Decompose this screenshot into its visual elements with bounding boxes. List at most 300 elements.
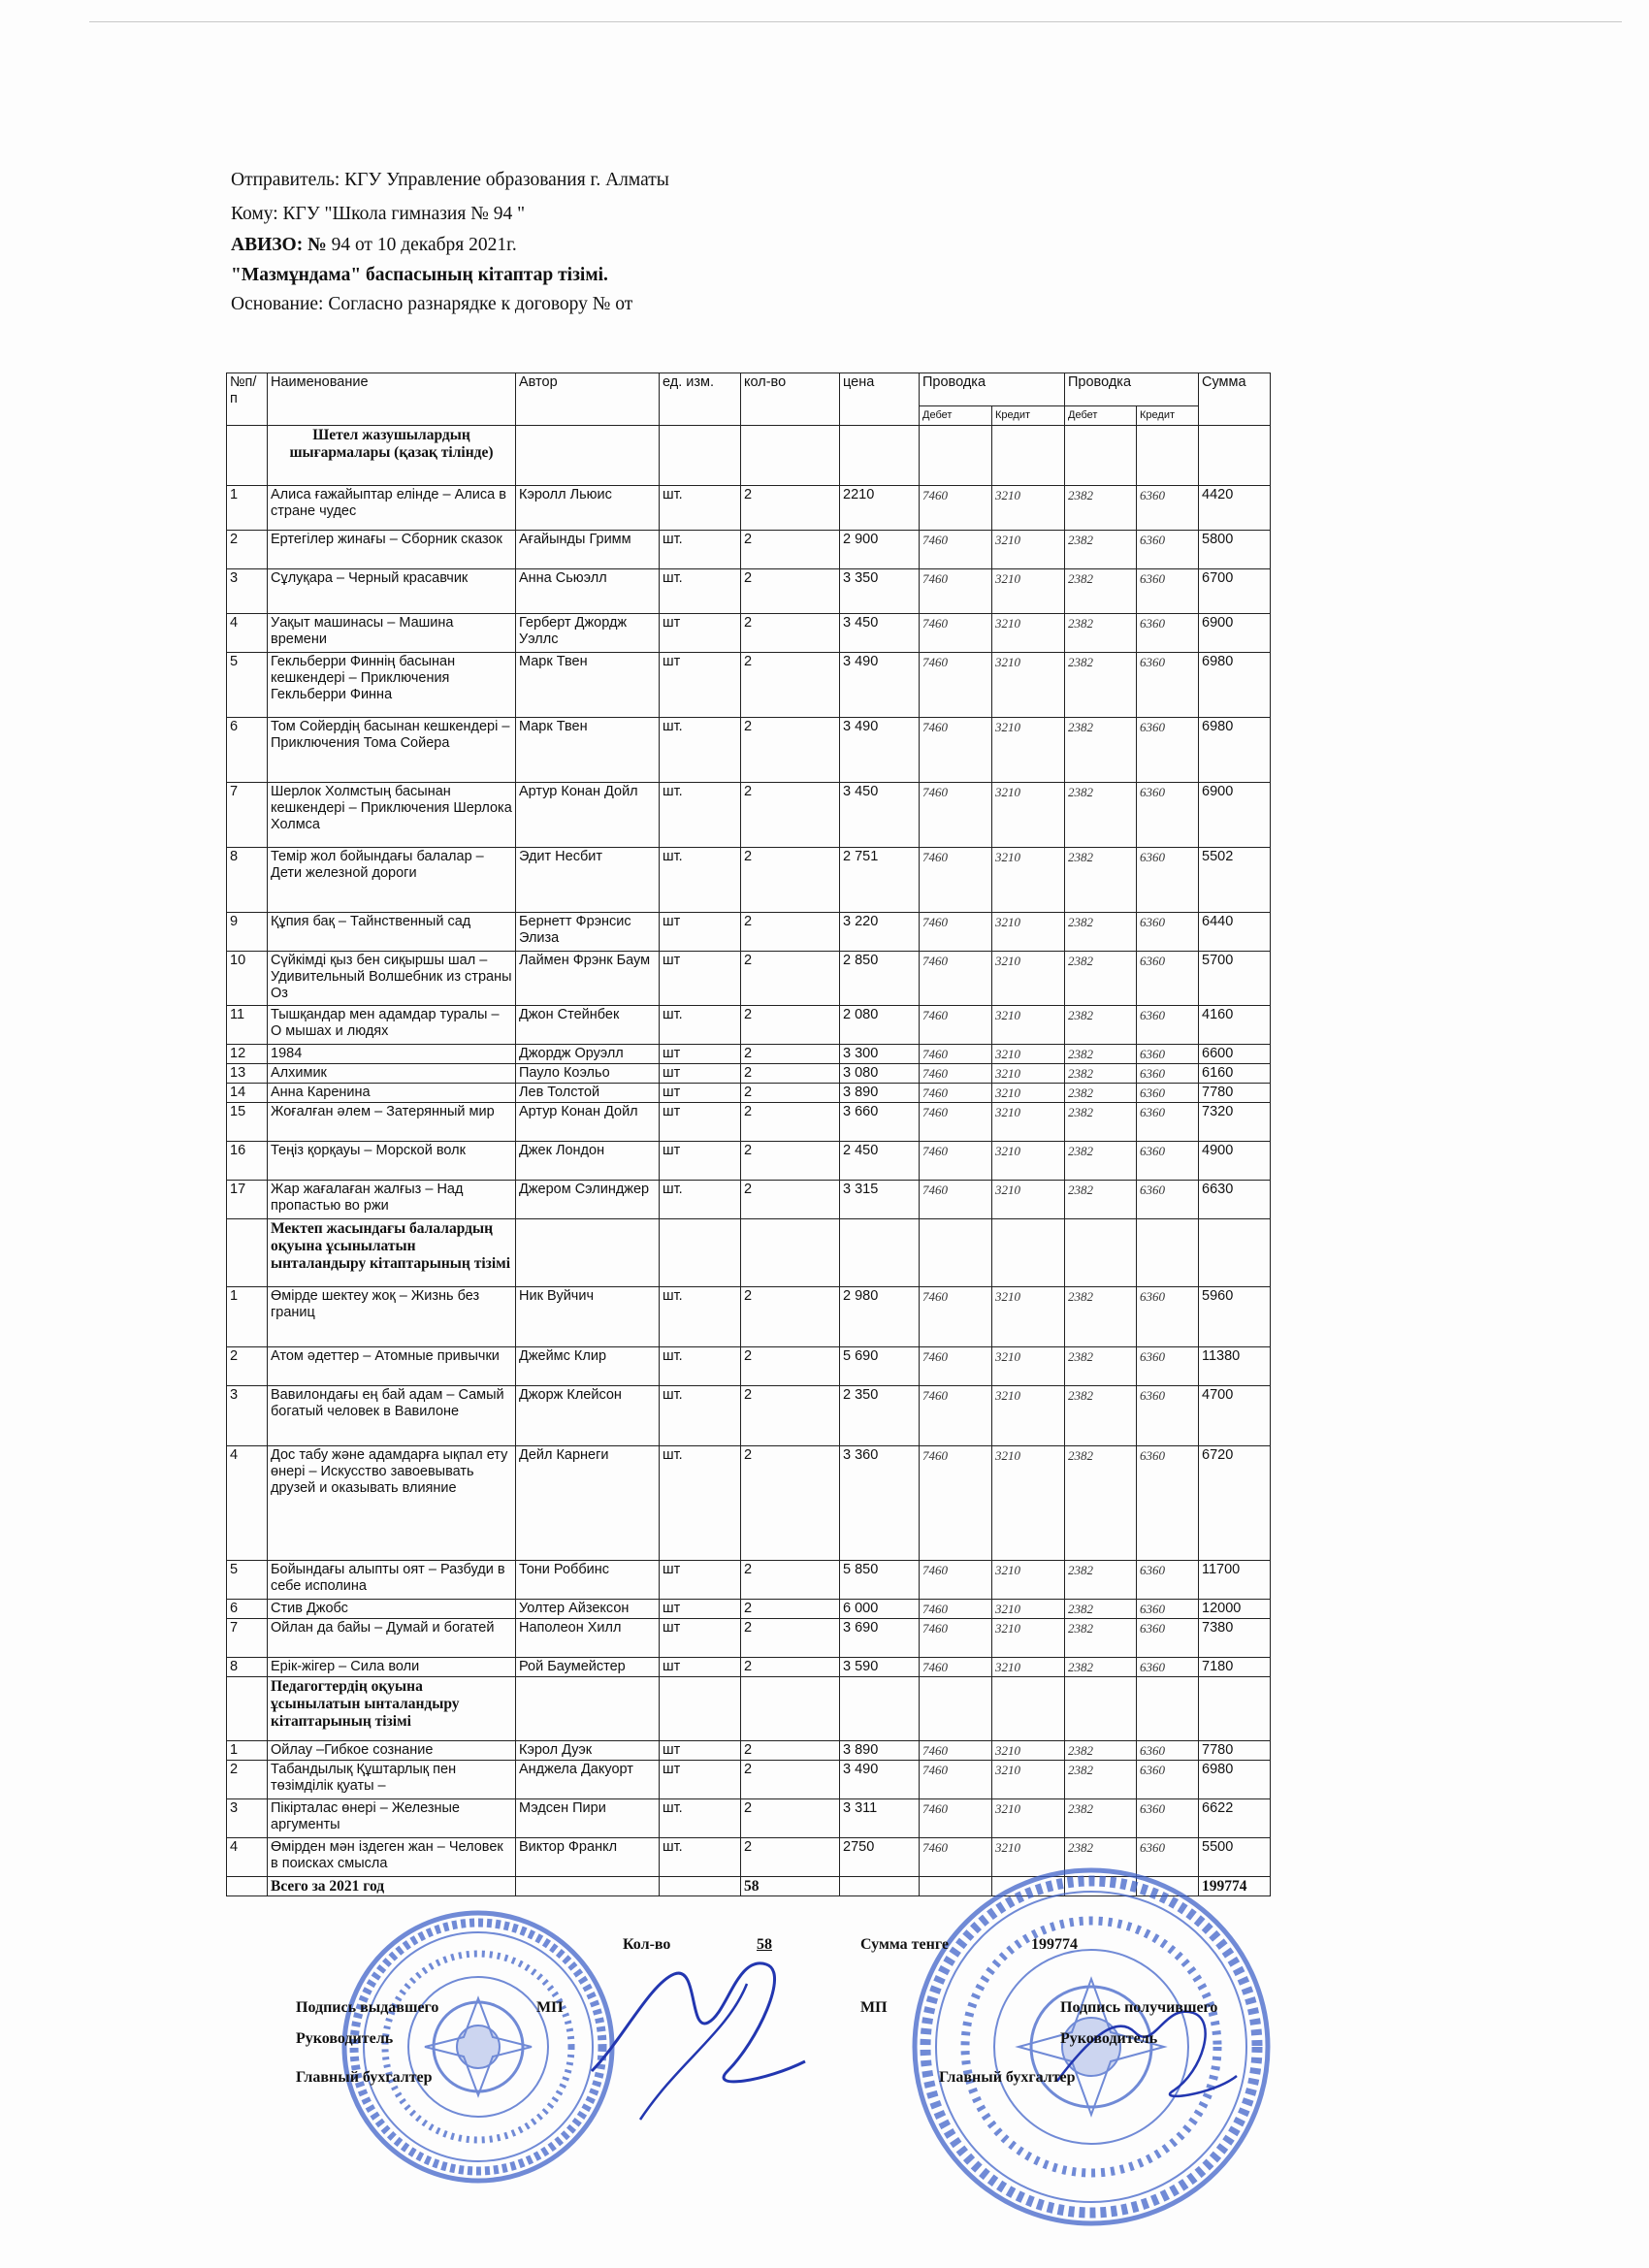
aviso-label: АВИЗО: № [231, 235, 327, 255]
section-blank-cell [992, 426, 1065, 486]
cell-qty: 2 [741, 1600, 840, 1619]
cell-c2: 6360 [1137, 1761, 1199, 1799]
col-header-unit: ед. изм. [660, 373, 741, 426]
section-blank-cell [227, 426, 268, 486]
table-row [227, 653, 1271, 718]
cell-name: Стив Джобс [268, 1600, 516, 1619]
table-row [227, 952, 1271, 1006]
cell-d1: 7460 [920, 569, 992, 614]
cell-d1: 7460 [920, 1347, 992, 1386]
table-row [227, 1287, 1271, 1347]
cell-n: 3 [227, 1799, 268, 1838]
table-row [227, 1181, 1271, 1219]
cell-price: 3 350 [840, 569, 920, 614]
cell-sum: 7780 [1199, 1741, 1271, 1761]
cell-d2: 2382 [1065, 1619, 1137, 1658]
cell-c2: 6360 [1137, 1446, 1199, 1561]
cell-d1: 7460 [920, 1658, 992, 1677]
cell-d2: 2382 [1065, 1799, 1137, 1838]
section-blank-cell [227, 1677, 268, 1741]
col-header-price: цена [840, 373, 920, 426]
cell-n: 1 [227, 1287, 268, 1347]
cell-n: 4 [227, 614, 268, 653]
section-blank-cell [1065, 426, 1137, 486]
recipient-line: Кому: КГУ "Школа гимназия № 94 " [231, 204, 526, 224]
head-label-right: Руководитель [1060, 2030, 1158, 2047]
cell-d2: 2382 [1065, 1838, 1137, 1877]
cell-c1: 3210 [992, 718, 1065, 783]
cell-c1: 3210 [992, 486, 1065, 531]
col-header-qty: кол-во [741, 373, 840, 426]
cell-price: 3 311 [840, 1799, 920, 1838]
table-row [227, 1084, 1271, 1103]
cell-c2: 6360 [1137, 1347, 1199, 1386]
cell-sum: 6700 [1199, 569, 1271, 614]
cell-unit: шт [660, 952, 741, 1006]
cell-d1: 7460 [920, 1386, 992, 1446]
cell-n: 2 [227, 531, 268, 569]
section-blank-cell [840, 1677, 920, 1741]
cell-c2: 6360 [1137, 1658, 1199, 1677]
col-header-provodka-2: Проводка [1065, 373, 1199, 406]
cell-c2: 6360 [1137, 1619, 1199, 1658]
cell-d1: 7460 [920, 1084, 992, 1103]
cell-sum: 11700 [1199, 1561, 1271, 1600]
cell-qty: 2 [741, 1045, 840, 1064]
cell-c2: 6360 [1137, 1064, 1199, 1084]
cell-c2: 6360 [1137, 1287, 1199, 1347]
section-blank-cell [516, 1677, 660, 1741]
cell-d1: 7460 [920, 1045, 992, 1064]
cell-d1: 7460 [920, 913, 992, 952]
cell-sum: 5800 [1199, 531, 1271, 569]
cell-c2: 6360 [1137, 1561, 1199, 1600]
list-title: "Мазмұндама" баспасының кітаптар тізімі. [231, 265, 608, 285]
cell-name: Тышқандар мен адамдар туралы – О мышах и людях [268, 1006, 516, 1045]
cell-name: Алхимик [268, 1064, 516, 1084]
receiver-signature-label: Подпись получившего [1060, 1999, 1218, 2016]
cell-unit: шт. [660, 783, 741, 848]
cell-name: Вавилондағы ең бай адам – Самый богатый человек в Вавилоне [268, 1386, 516, 1446]
cell-n: 15 [227, 1103, 268, 1142]
cell-d1: 7460 [920, 653, 992, 718]
cell-unit: шт. [660, 1386, 741, 1446]
cell-author: Бернетт Фрэнсис Элиза [516, 913, 660, 952]
cell-qty: 2 [741, 1287, 840, 1347]
cell-unit: шт. [660, 1799, 741, 1838]
cell-d2: 2382 [1065, 1741, 1137, 1761]
cell-n: 7 [227, 783, 268, 848]
section-blank-cell [920, 1677, 992, 1741]
cell-unit: шт. [660, 531, 741, 569]
cell-price: 3 450 [840, 614, 920, 653]
cell-d2: 2382 [1065, 1064, 1137, 1084]
section-blank-cell [920, 426, 992, 486]
cell-price: 2 980 [840, 1287, 920, 1347]
cell-n: 2 [227, 1761, 268, 1799]
table-row [227, 1446, 1271, 1561]
cell-unit: шт [660, 614, 741, 653]
cell-name: Алиса ғажайыптар елінде – Алиса в стране чудес [268, 486, 516, 531]
cell-qty: 2 [741, 952, 840, 1006]
cell-unit: шт [660, 1741, 741, 1761]
col-header-num: №п/п [227, 373, 268, 426]
cell-c2: 6360 [1137, 1799, 1199, 1838]
cell-qty: 2 [741, 1761, 840, 1799]
total-blank-cell [660, 1877, 741, 1896]
cell-c2: 6360 [1137, 1386, 1199, 1446]
cell-d1: 7460 [920, 1799, 992, 1838]
cell-sum: 4420 [1199, 486, 1271, 531]
cell-qty: 2 [741, 848, 840, 913]
total-blank-cell [227, 1877, 268, 1896]
cell-n: 13 [227, 1064, 268, 1084]
section-blank-cell [660, 426, 741, 486]
cell-unit: шт. [660, 1446, 741, 1561]
section-blank-cell [1199, 1219, 1271, 1287]
cell-d1: 7460 [920, 486, 992, 531]
cell-unit: шт. [660, 1287, 741, 1347]
cell-qty: 2 [741, 783, 840, 848]
table-row [227, 1006, 1271, 1045]
cell-unit: шт [660, 1064, 741, 1084]
page-top-edge-line [89, 21, 1622, 22]
cell-author: Лаймен Фрэнк Баум [516, 952, 660, 1006]
cell-price: 5 850 [840, 1561, 920, 1600]
section-blank-cell [516, 426, 660, 486]
cell-sum: 6630 [1199, 1181, 1271, 1219]
col-header-sum: Сумма [1199, 373, 1271, 426]
table-row [227, 783, 1271, 848]
cell-d2: 2382 [1065, 1446, 1137, 1561]
cell-price: 2 850 [840, 952, 920, 1006]
cell-author: Анна Сьюэлл [516, 569, 660, 614]
section-blank-cell [992, 1219, 1065, 1287]
cell-price: 3 080 [840, 1064, 920, 1084]
table-row [227, 531, 1271, 569]
cell-d2: 2382 [1065, 486, 1137, 531]
seal-place-left: МП [536, 1999, 564, 2016]
cell-price: 5 690 [840, 1347, 920, 1386]
cell-price: 2 350 [840, 1386, 920, 1446]
cell-n: 2 [227, 1347, 268, 1386]
section-blank-cell [1199, 1677, 1271, 1741]
cell-name: Ерік-жігер – Сила воли [268, 1658, 516, 1677]
aviso-number-date: 94 от 10 декабря 2021г. [326, 235, 517, 255]
cell-author: Эдит Несбит [516, 848, 660, 913]
footer-sum-label: Сумма тенге [860, 1936, 949, 1953]
cell-author: Ник Вуйчич [516, 1287, 660, 1347]
cell-d1: 7460 [920, 1181, 992, 1219]
cell-qty: 2 [741, 1347, 840, 1386]
cell-c1: 3210 [992, 531, 1065, 569]
cell-qty: 2 [741, 1103, 840, 1142]
cell-price: 2 080 [840, 1006, 920, 1045]
cell-d2: 2382 [1065, 1006, 1137, 1045]
cell-d2: 2382 [1065, 913, 1137, 952]
cell-c1: 3210 [992, 1741, 1065, 1761]
cell-sum: 7380 [1199, 1619, 1271, 1658]
cell-unit: шт [660, 1045, 741, 1064]
cell-n: 4 [227, 1446, 268, 1561]
cell-c1: 3210 [992, 783, 1065, 848]
cell-name: Өмірде шектеу жоқ – Жизнь без границ [268, 1287, 516, 1347]
cell-price: 3 490 [840, 718, 920, 783]
cell-qty: 2 [741, 653, 840, 718]
cell-sum: 6900 [1199, 783, 1271, 848]
cell-author: Дейл Карнеги [516, 1446, 660, 1561]
cell-price: 3 490 [840, 1761, 920, 1799]
cell-price: 6 000 [840, 1600, 920, 1619]
cell-unit: шт. [660, 569, 741, 614]
cell-d1: 7460 [920, 1446, 992, 1561]
signature-left [582, 1926, 815, 2129]
cell-d2: 2382 [1065, 569, 1137, 614]
cell-unit: шт [660, 1142, 741, 1181]
cell-unit: шт [660, 1619, 741, 1658]
cell-d1: 7460 [920, 531, 992, 569]
cell-d1: 7460 [920, 1600, 992, 1619]
cell-c2: 6360 [1137, 1600, 1199, 1619]
cell-d1: 7460 [920, 1006, 992, 1045]
cell-n: 4 [227, 1838, 268, 1877]
section-blank-cell [840, 1219, 920, 1287]
table-row [227, 1741, 1271, 1761]
cell-author: Кэрол Дуэк [516, 1741, 660, 1761]
cell-c1: 3210 [992, 569, 1065, 614]
cell-price: 2210 [840, 486, 920, 531]
cell-name: Уақыт машинасы – Машина времени [268, 614, 516, 653]
cell-author: Ағайынды Гримм [516, 531, 660, 569]
cell-author: Джорж Клейсон [516, 1386, 660, 1446]
cell-c1: 3210 [992, 1799, 1065, 1838]
section-blank-cell [227, 1219, 268, 1287]
cell-unit: шт. [660, 1838, 741, 1877]
cell-d1: 7460 [920, 1287, 992, 1347]
cell-c1: 3210 [992, 1658, 1065, 1677]
cell-unit: шт [660, 1561, 741, 1600]
cell-n: 7 [227, 1619, 268, 1658]
cell-unit: шт. [660, 486, 741, 531]
cell-price: 2 450 [840, 1142, 920, 1181]
footer-qty-value: 58 [757, 1936, 772, 1953]
col-header-author: Автор [516, 373, 660, 426]
cell-unit: шт. [660, 1006, 741, 1045]
cell-name: Том Сойердің басынан кешкендері – Приключения Тома Сойера [268, 718, 516, 783]
section-blank-cell [1065, 1219, 1137, 1287]
cell-c1: 3210 [992, 614, 1065, 653]
cell-c2: 6360 [1137, 1838, 1199, 1877]
cell-d2: 2382 [1065, 1761, 1137, 1799]
table-row [227, 569, 1271, 614]
cell-sum: 6160 [1199, 1064, 1271, 1084]
cell-sum: 6980 [1199, 718, 1271, 783]
col-header-credit-1: Кредит [992, 406, 1065, 426]
cell-name: Құпия бақ – Тайнственный сад [268, 913, 516, 952]
cell-name: Пікірталас өнері – Железные аргументы [268, 1799, 516, 1838]
cell-unit: шт [660, 1658, 741, 1677]
section-blank-cell [741, 1677, 840, 1741]
cell-unit: шт [660, 913, 741, 952]
table-row [227, 1619, 1271, 1658]
cell-n: 14 [227, 1084, 268, 1103]
cell-price: 3 315 [840, 1181, 920, 1219]
cell-n: 10 [227, 952, 268, 1006]
cell-n: 12 [227, 1045, 268, 1064]
cell-unit: шт. [660, 1347, 741, 1386]
cell-d1: 7460 [920, 1619, 992, 1658]
cell-c1: 3210 [992, 1600, 1065, 1619]
section-header-row [227, 1677, 1271, 1741]
cell-sum: 4700 [1199, 1386, 1271, 1446]
cell-c1: 3210 [992, 1142, 1065, 1181]
cell-author: Пауло Коэльо [516, 1064, 660, 1084]
cell-author: Лев Толстой [516, 1084, 660, 1103]
cell-c1: 3210 [992, 848, 1065, 913]
cell-name: Атом әдеттер – Атомные привычки [268, 1347, 516, 1386]
aviso-line [231, 234, 517, 257]
cell-d2: 2382 [1065, 952, 1137, 1006]
cell-sum: 6980 [1199, 1761, 1271, 1799]
cell-price: 3 360 [840, 1446, 920, 1561]
table-row [227, 486, 1271, 531]
cell-d2: 2382 [1065, 1561, 1137, 1600]
cell-author: Герберт Джордж Уэллс [516, 614, 660, 653]
cell-name: Сұлуқара – Черный красавчик [268, 569, 516, 614]
cell-author: Джордж Оруэлл [516, 1045, 660, 1064]
section-blank-cell [1199, 426, 1271, 486]
head-label-left: Руководитель [296, 2030, 394, 2047]
total-label: Всего за 2021 год [268, 1877, 516, 1896]
cell-sum: 5700 [1199, 952, 1271, 1006]
cell-c1: 3210 [992, 1446, 1065, 1561]
cell-c1: 3210 [992, 1386, 1065, 1446]
cell-unit: шт [660, 1084, 741, 1103]
cell-price: 3 890 [840, 1084, 920, 1103]
cell-d2: 2382 [1065, 1181, 1137, 1219]
cell-c1: 3210 [992, 1838, 1065, 1877]
table-row [227, 1600, 1271, 1619]
cell-c1: 3210 [992, 1761, 1065, 1799]
cell-author: Джон Стейнбек [516, 1006, 660, 1045]
cell-n: 6 [227, 1600, 268, 1619]
cell-sum: 4160 [1199, 1006, 1271, 1045]
cell-d2: 2382 [1065, 1600, 1137, 1619]
cell-d2: 2382 [1065, 1084, 1137, 1103]
cell-sum: 6900 [1199, 614, 1271, 653]
cell-qty: 2 [741, 913, 840, 952]
section-title: Мектеп жасындағы балалардың оқуына ұсынылатын ынталандыру кітаптарының тізімі [268, 1219, 516, 1287]
cell-d1: 7460 [920, 718, 992, 783]
accountant-label-left: Главный бухгалтер [296, 2069, 433, 2086]
cell-c2: 6360 [1137, 1006, 1199, 1045]
cell-price: 3 220 [840, 913, 920, 952]
books-table [226, 373, 1271, 1896]
cell-c1: 3210 [992, 1287, 1065, 1347]
cell-qty: 2 [741, 1561, 840, 1600]
cell-unit: шт. [660, 718, 741, 783]
cell-d1: 7460 [920, 783, 992, 848]
cell-unit: шт [660, 1103, 741, 1142]
cell-author: Джек Лондон [516, 1142, 660, 1181]
cell-c2: 6360 [1137, 569, 1199, 614]
section-title: Шетел жазушылардың шығармалары (қазақ тілінде) [268, 426, 516, 486]
section-blank-cell [660, 1219, 741, 1287]
cell-qty: 2 [741, 1142, 840, 1181]
section-blank-cell [660, 1677, 741, 1741]
cell-qty: 2 [741, 1799, 840, 1838]
cell-d2: 2382 [1065, 783, 1137, 848]
cell-d1: 7460 [920, 614, 992, 653]
section-blank-cell [920, 1219, 992, 1287]
cell-price: 3 660 [840, 1103, 920, 1142]
cell-c2: 6360 [1137, 1084, 1199, 1103]
cell-n: 8 [227, 848, 268, 913]
cell-name: Гекльберри Финнің басынан кешкендері – Приключения Гекльберри Финна [268, 653, 516, 718]
section-blank-cell [1137, 1219, 1199, 1287]
cell-n: 8 [227, 1658, 268, 1677]
cell-sum: 12000 [1199, 1600, 1271, 1619]
cell-d2: 2382 [1065, 1658, 1137, 1677]
cell-author: Мэдсен Пири [516, 1799, 660, 1838]
cell-n: 5 [227, 1561, 268, 1600]
cell-price: 3 300 [840, 1045, 920, 1064]
table-row [227, 718, 1271, 783]
table-row [227, 1799, 1271, 1838]
basis-line: Основание: Согласно разнарядке к договору № от [231, 294, 633, 314]
cell-sum: 6600 [1199, 1045, 1271, 1064]
cell-sum: 6622 [1199, 1799, 1271, 1838]
cell-c1: 3210 [992, 1103, 1065, 1142]
cell-sum: 6440 [1199, 913, 1271, 952]
sender-signature-label: Подпись выдавшего [296, 1999, 439, 2016]
footer-sum-value: 199774 [1031, 1936, 1078, 1953]
cell-d1: 7460 [920, 1561, 992, 1600]
cell-name: Өмірден мән іздеген жан – Человек в поисках смысла [268, 1838, 516, 1877]
cell-unit: шт [660, 653, 741, 718]
cell-author: Уолтер Айзексон [516, 1600, 660, 1619]
cell-c1: 3210 [992, 1181, 1065, 1219]
table-row [227, 1761, 1271, 1799]
cell-c1: 3210 [992, 1045, 1065, 1064]
cell-c2: 6360 [1137, 952, 1199, 1006]
cell-d1: 7460 [920, 1761, 992, 1799]
cell-qty: 2 [741, 1181, 840, 1219]
cell-sum: 6980 [1199, 653, 1271, 718]
cell-d2: 2382 [1065, 1386, 1137, 1446]
cell-c1: 3210 [992, 1561, 1065, 1600]
footer-qty-label: Кол-во [623, 1936, 671, 1953]
cell-d1: 7460 [920, 952, 992, 1006]
cell-n: 11 [227, 1006, 268, 1045]
cell-d2: 2382 [1065, 1287, 1137, 1347]
cell-author: Кэролл Льюис [516, 486, 660, 531]
cell-name: Табандылық Құштарлық пен төзімділік қуаты – [268, 1761, 516, 1799]
cell-n: 1 [227, 1741, 268, 1761]
cell-c2: 6360 [1137, 1103, 1199, 1142]
accountant-label-right: Главный бухгалтер [939, 2069, 1076, 2086]
total-sum: 199774 [1199, 1877, 1271, 1896]
cell-sum: 7780 [1199, 1084, 1271, 1103]
cell-name: Бойындағы алыпты оят – Разбуди в себе исполина [268, 1561, 516, 1600]
cell-unit: шт [660, 1600, 741, 1619]
col-header-debit-2: Дебет [1065, 406, 1137, 426]
cell-c1: 3210 [992, 1347, 1065, 1386]
cell-c1: 3210 [992, 1619, 1065, 1658]
section-header-row [227, 1219, 1271, 1287]
table-row [227, 1386, 1271, 1446]
cell-c1: 3210 [992, 1084, 1065, 1103]
